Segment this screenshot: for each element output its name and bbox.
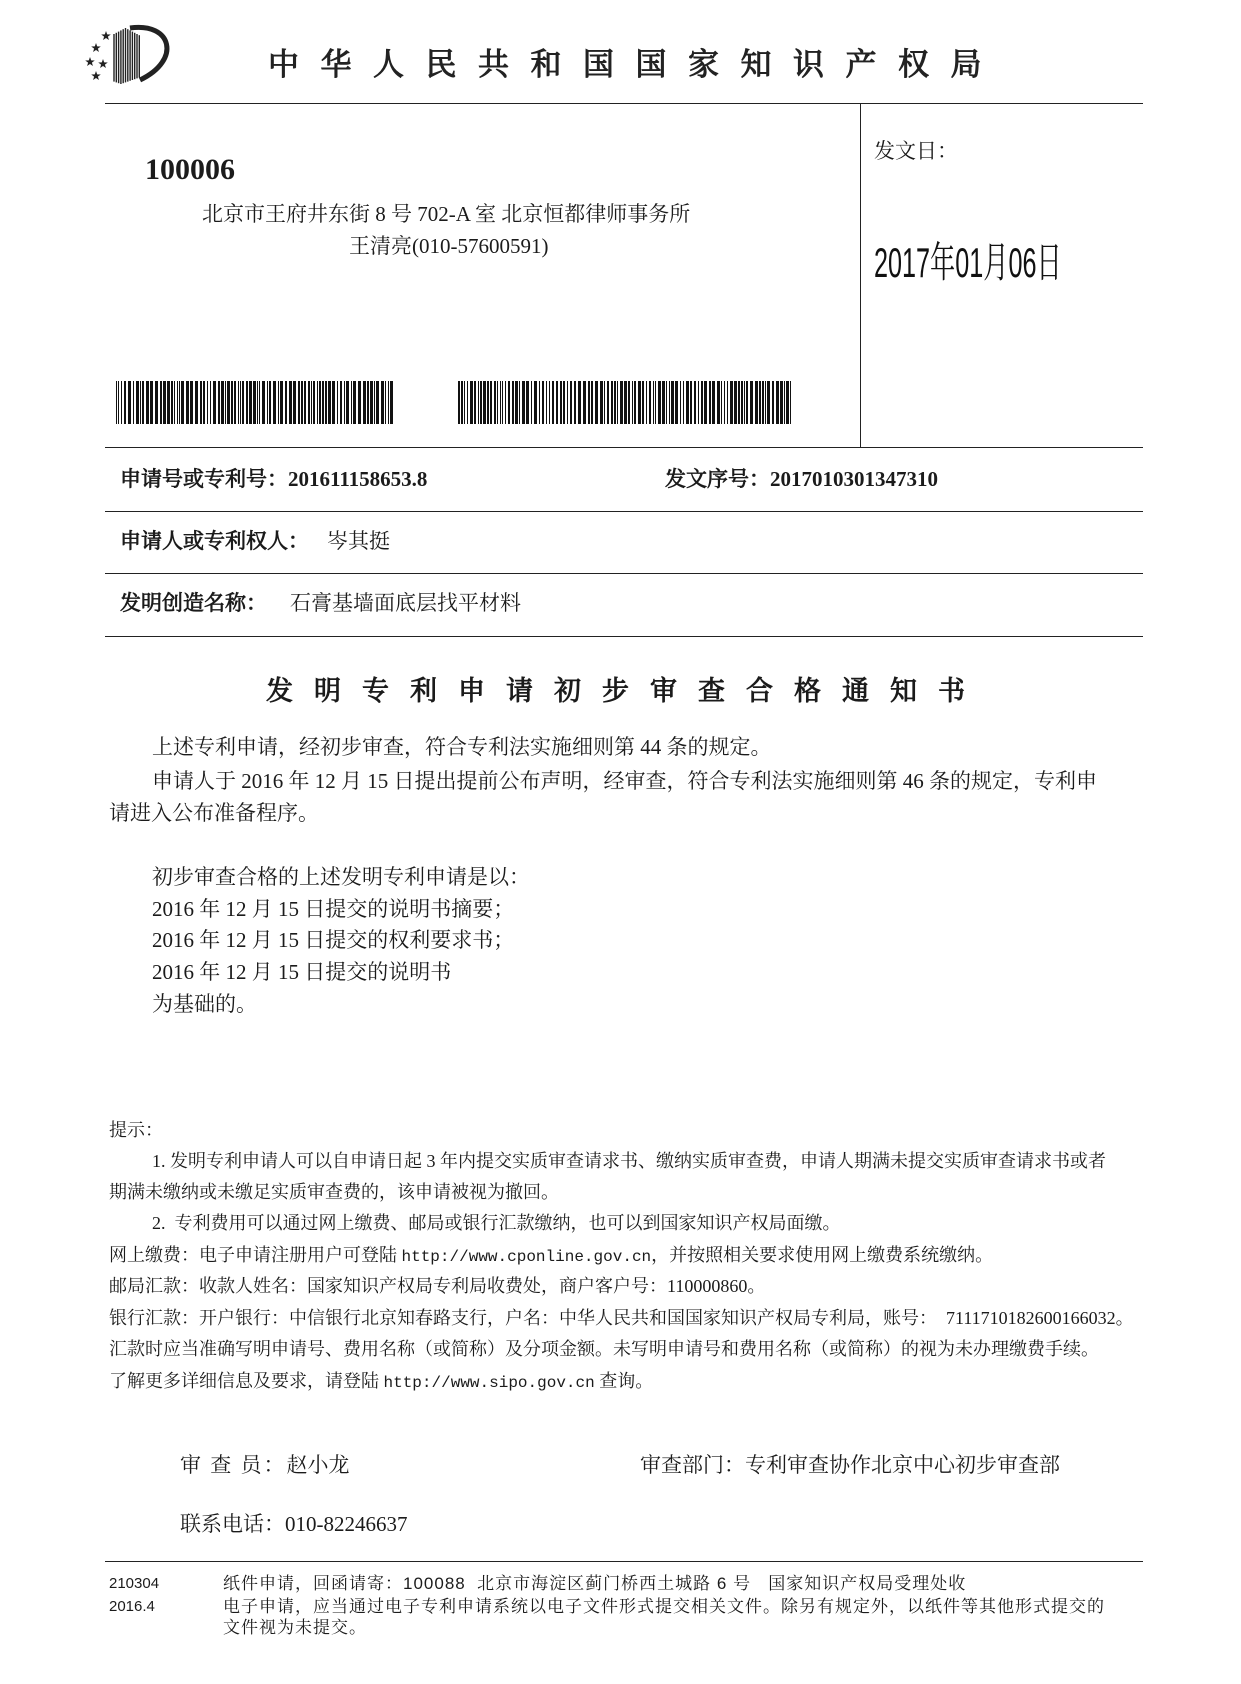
barcode-bar (727, 381, 728, 424)
barcode-bar (617, 381, 618, 424)
barcode-bar (734, 381, 737, 424)
barcode-bar (325, 381, 327, 424)
barcode-bar (121, 381, 122, 424)
serial-number-row (665, 469, 938, 490)
divider (105, 573, 1143, 574)
barcode-bar (669, 381, 670, 424)
footer-line: 纸件申请，回函请寄：100088 北京市海淀区蓟门桥西土城路 6 号 国家知识产权局受理处收 (223, 1574, 967, 1593)
barcode-bar (213, 381, 216, 424)
form-code: 210304 (109, 1575, 160, 1592)
barcode-bar (200, 381, 202, 424)
barcode-bar (744, 381, 745, 424)
application-number: 201611158653.8 (288, 467, 428, 491)
remittance-note: 汇款时应当准确写明申请号、费用名称（或简称）及分项金额。未写明申请号和费用名称（或简称）的视为未办理缴费手续。 (109, 1339, 1099, 1359)
barcode (116, 381, 397, 424)
barcode-bar (724, 381, 725, 424)
barcode-bar (363, 381, 366, 424)
barcode-bar (328, 381, 331, 424)
barcode-bar (686, 381, 689, 424)
barcode-bar (570, 381, 572, 424)
more-info-text: 查询。 (594, 1371, 654, 1391)
barcode-bar (203, 381, 205, 424)
barcode-bar (776, 381, 779, 424)
barcode-bar (563, 381, 565, 424)
form-version: 2016.4 (109, 1598, 155, 1615)
tip-line: 2. 专利费用可以通过网上缴费、邮局或银行汇款缴纳，也可以到国家知识产权局面缴。 (152, 1213, 841, 1233)
barcode-bar (289, 381, 292, 424)
barcode-bar (772, 381, 774, 424)
barcode-bar (762, 381, 764, 424)
barcode-bar (574, 381, 576, 424)
barcode-bar (262, 381, 265, 424)
barcode-bar (483, 381, 486, 424)
phone-number: 010-82246637 (285, 1512, 408, 1536)
barcode-bar (478, 381, 479, 424)
barcode-bar (259, 381, 260, 424)
barcode-bar (225, 381, 226, 424)
barcode-bar (531, 381, 532, 424)
barcode-bar (607, 381, 609, 424)
basis-line: 为基础的。 (152, 992, 257, 1016)
barcode-bar (340, 381, 342, 424)
postcode: 100006 (145, 153, 235, 186)
barcode-bar (308, 381, 310, 424)
online-payment-text: ，并按照相关要求使用网上缴费系统缴纳。 (651, 1245, 994, 1265)
barcode-bar (604, 381, 605, 424)
barcode-bar (167, 381, 170, 424)
barcode-bar (195, 381, 198, 424)
barcode-bar (351, 381, 352, 424)
barcode-bar (487, 381, 489, 424)
barcode-bar (246, 381, 248, 424)
serial-number: 2017010301347310 (770, 467, 938, 491)
barcode-bar (649, 381, 651, 424)
examiner-row (180, 1455, 350, 1476)
barcode-bar (171, 381, 173, 424)
barcode-bar (269, 381, 271, 424)
barcode-bar (522, 381, 525, 424)
tips-label: 提示： (109, 1120, 163, 1140)
barcode-bar (285, 381, 287, 424)
barcode-bar (221, 381, 224, 424)
barcode-bar (346, 381, 349, 424)
bank-payment-line: 银行汇款：开户银行：中信银行北京知春路支行，户名：中华人民共和国国家知识产权局专利局，账号： 7111710182600166032。 (109, 1308, 1134, 1328)
barcode-bar (253, 381, 256, 424)
barcode-bar (298, 381, 300, 424)
barcode-bar (591, 381, 593, 424)
barcode-bar (190, 381, 193, 424)
application-number-row (120, 469, 427, 490)
barcode-bar (730, 381, 733, 424)
barcode-bar (759, 381, 761, 424)
barcode-bar (539, 381, 540, 424)
barcode-bar (278, 381, 279, 424)
barcode-bar (632, 381, 633, 424)
barcode-bar (374, 381, 375, 424)
barcode-bar (116, 381, 117, 424)
barcode-bar (512, 381, 514, 424)
dispatch-date-label: 发文日： (874, 139, 958, 163)
barcode-bar (155, 381, 158, 424)
barcode-bar (186, 381, 189, 424)
barcode-bar (470, 381, 473, 424)
barcode-bar (662, 381, 665, 424)
barcode-bar (146, 381, 149, 424)
tip-line: 期满未缴纳或未缴足实质审查费的，该申请被视为撤回。 (109, 1182, 559, 1202)
barcode-bar (293, 381, 296, 424)
sipo-url: http://www.sipo.gov.cn (383, 1374, 595, 1392)
barcode-bar (319, 381, 321, 424)
barcode-bar (746, 381, 748, 424)
logo-star (98, 59, 108, 68)
invention-title: 石膏基墙面底层找平材料 (290, 591, 521, 615)
sipo-logo-icon (84, 20, 184, 90)
barcode-bar (567, 381, 568, 424)
body-line: 请进入公布准备程序。 (109, 801, 319, 825)
barcode-bar (552, 381, 554, 424)
barcode-bar (179, 381, 180, 424)
barcode-bar (367, 381, 369, 424)
logo-star (91, 43, 101, 52)
barcode-bar (227, 381, 230, 424)
more-info-text: 了解更多详细信息及要求，请登陆 (109, 1371, 384, 1391)
department-label: 审查部门： (640, 1453, 745, 1477)
divider (105, 447, 1143, 448)
barcode-bar (133, 381, 134, 424)
barcode-bar (694, 381, 696, 424)
barcode-bar (128, 381, 131, 424)
barcode-bar (461, 381, 463, 424)
barcode-bar (317, 381, 318, 424)
barcode-bar (526, 381, 529, 424)
applicant-label: 申请人或专利权人： (120, 530, 309, 553)
divider (105, 1561, 1143, 1562)
barcode-bar (786, 381, 789, 424)
barcode-bar (500, 381, 501, 424)
department-name: 专利审查协作北京中心初步审查部 (745, 1453, 1060, 1477)
barcode-bar (680, 381, 681, 424)
barcode-bar (701, 381, 703, 424)
barcode-bar (332, 381, 335, 424)
barcode-bar (304, 381, 306, 424)
barcode-bar (218, 381, 220, 424)
more-info-line (109, 1372, 653, 1391)
barcode-bar (709, 381, 711, 424)
barcode-bar (353, 381, 356, 424)
barcode-bar (480, 381, 482, 424)
barcode-bar (301, 381, 303, 424)
barcode-bar (337, 381, 338, 424)
barcode-bar (780, 381, 783, 424)
barcode-bar (381, 381, 384, 424)
barcode-bar (595, 381, 598, 424)
invention-label: 发明创造名称： (120, 592, 267, 615)
barcode-bar (620, 381, 623, 424)
cponline-url: http://www.cponline.gov.cn (401, 1248, 652, 1266)
recipient-address: 北京市王府井东街 8 号 702-A 室 北京恒都律师事务所 (202, 202, 691, 226)
barcode-bar (634, 381, 636, 424)
footer-line: 电子申请，应当通过电子专利申请系统以电子文件形式提交相关文件。除另有规定外，以纸件等其他形式提交的 (223, 1597, 1105, 1616)
barcode-bar (508, 381, 510, 424)
logo-star (85, 57, 95, 66)
barcode-bar (628, 381, 630, 424)
barcode-bar (738, 381, 740, 424)
barcode-bar (642, 381, 644, 424)
barcode-bar (755, 381, 758, 424)
barcode-bar (273, 381, 276, 424)
divider (105, 511, 1143, 512)
barcode-bar (614, 381, 616, 424)
divider (105, 636, 1143, 637)
barcode-bar (790, 381, 791, 424)
barcode-bar (267, 381, 268, 424)
barcode-bar (177, 381, 178, 424)
footer-line: 文件视为未提交。 (223, 1618, 367, 1637)
barcode-bar (683, 381, 684, 424)
logo-star (101, 31, 111, 40)
barcode-bar (238, 381, 239, 424)
barcode-bar (712, 381, 715, 424)
barcode-bar (542, 381, 544, 424)
barcode-bar (142, 381, 144, 424)
barcode-bar (390, 381, 393, 424)
applicant: 岑其挺 (327, 529, 390, 553)
basis-line: 2016 年 12 月 15 日提交的说明书 (152, 960, 452, 984)
basis-line: 初步审查合格的上述发明专利申请是以： (152, 865, 530, 889)
barcode-bar (519, 381, 520, 424)
barcode-bar (556, 381, 558, 424)
barcode-bar (721, 381, 722, 424)
divider (105, 103, 1143, 104)
logo-bowl (130, 27, 167, 80)
barcode-bar (767, 381, 770, 424)
vertical-divider (860, 103, 861, 447)
barcode-bar (370, 381, 373, 424)
barcode-bar (560, 381, 562, 424)
barcode-bar (497, 381, 498, 424)
barcode-bar (136, 381, 139, 424)
barcode-bar (655, 381, 656, 424)
barcode-bar (181, 381, 184, 424)
barcode-bar (549, 381, 550, 424)
examiner-name: 赵小龙 (286, 1453, 350, 1477)
barcode-bar (358, 381, 361, 424)
phone-label: 联系电话： (180, 1512, 285, 1536)
barcode-bar (515, 381, 518, 424)
barcode-bar (646, 381, 647, 424)
barcode-bar (376, 381, 379, 424)
barcode-bar (474, 381, 476, 424)
barcode-bar (313, 381, 315, 424)
barcode-bar (583, 381, 586, 424)
barcode-bar (458, 381, 460, 424)
barcode-bar (344, 381, 345, 424)
department-row (640, 1455, 1060, 1476)
barcode-bar (207, 381, 208, 424)
barcode-bar (234, 381, 236, 424)
barcode-bar (210, 381, 211, 424)
barcode-bar (666, 381, 667, 424)
barcode-bar (494, 381, 496, 424)
barcode-bar (311, 381, 312, 424)
barcode-bar (741, 381, 743, 424)
barcode-bar (750, 381, 753, 424)
barcode-bar (467, 381, 468, 424)
barcode-bar (624, 381, 627, 424)
barcode-bar (160, 381, 162, 424)
barcode-bar (242, 381, 244, 424)
barcode-bar (704, 381, 707, 424)
basis-line: 2016 年 12 月 15 日提交的权利要求书； (152, 928, 515, 952)
barcode-bar (653, 381, 654, 424)
barcode-bar (671, 381, 674, 424)
barcode-bar (124, 381, 126, 424)
barcode-bar (140, 381, 141, 424)
barcode-bar (249, 381, 252, 424)
notice-title: 发明专利申请初步审查合格通知书 (266, 676, 986, 706)
barcode-bar (638, 381, 641, 424)
barcode-bar (322, 381, 324, 424)
barcode-bar (600, 381, 603, 424)
barcode-bar (505, 381, 506, 424)
barcode-bar (765, 381, 766, 424)
barcode-bar (717, 381, 720, 424)
barcode-bar (611, 381, 613, 424)
online-payment-text: 网上缴费：电子申请注册用户可登陆 (109, 1245, 402, 1265)
barcode-bar (464, 381, 465, 424)
barcode-bar (174, 381, 175, 424)
barcode-bar (257, 381, 258, 424)
barcode-bar (658, 381, 661, 424)
barcode-bar (578, 381, 581, 424)
postal-payment-line: 邮局汇款：收款人姓名：国家知识产权局专利局收费处，商户客户号：110000860。 (109, 1276, 766, 1296)
recipient-contact: 王清亮(010-57600591) (349, 234, 549, 258)
barcode-bar (675, 381, 678, 424)
tip-line: 1. 发明专利申请人可以自申请日起 3 年内提交实质审查请求书、缴纳实质审查费，申请人期满未提交实质审查请求书或者 (152, 1151, 1106, 1171)
barcode (458, 381, 794, 424)
application-number-label: 申请号或专利号： (120, 468, 288, 491)
barcode-bar (784, 381, 785, 424)
logo-star (91, 71, 101, 80)
phone-row (180, 1514, 408, 1535)
barcode-bar (118, 381, 119, 424)
barcode-bar (690, 381, 692, 424)
examiner-label: 审 查 员： (180, 1453, 287, 1477)
basis-line: 2016 年 12 月 15 日提交的说明书摘要； (152, 897, 515, 921)
logo-stem (114, 28, 139, 84)
agency-title: 中华人民共和国国家知识产权局 (268, 47, 1003, 82)
serial-number-label: 发文序号： (665, 468, 770, 491)
barcode-bar (150, 381, 153, 424)
body-line: 申请人于 2016 年 12 月 15 日提出提前公布声明，经审查，符合专利法实施细则第 46 条的规定，专利申 (152, 769, 1097, 793)
online-payment-line (109, 1246, 993, 1265)
body-line: 上述专利申请，经初步审查，符合专利法实施细则第 44 条的规定。 (152, 735, 772, 759)
barcode-bar (490, 381, 492, 424)
barcode-bar (385, 381, 386, 424)
barcode-bar (546, 381, 547, 424)
barcode-bar (388, 381, 389, 424)
barcode-bar (502, 381, 503, 424)
barcode-bar (588, 381, 590, 424)
barcode-bar (240, 381, 241, 424)
dispatch-date-stamp: 2017年01月06日 (874, 239, 1062, 286)
barcode-bar (231, 381, 233, 424)
barcode-bar (698, 381, 699, 424)
barcode-bar (280, 381, 283, 424)
barcode-bar (534, 381, 537, 424)
barcode-bar (163, 381, 166, 424)
